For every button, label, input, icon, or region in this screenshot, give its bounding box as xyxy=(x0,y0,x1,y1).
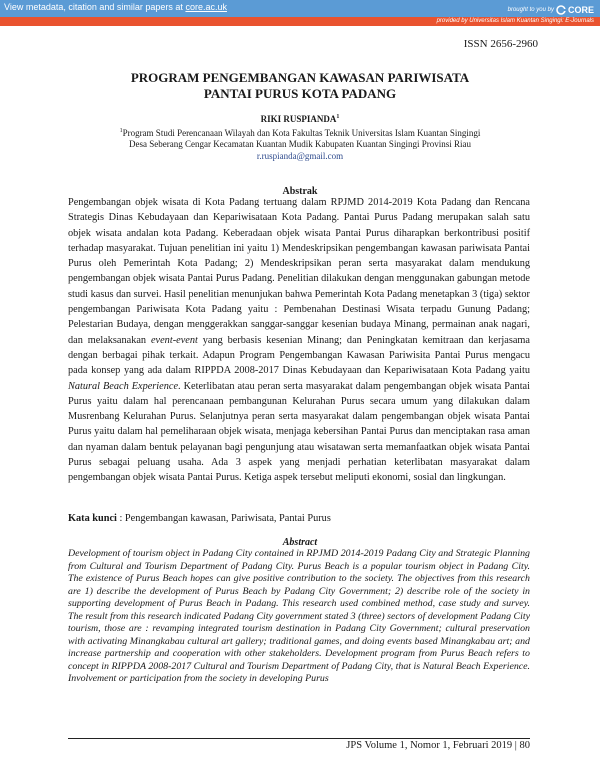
banner-prefix: View metadata, citation and similar papers at xyxy=(4,2,186,12)
abstract-body: Development of tourism object in Padang City contained in RPJMD 2014-2019 Padang City and Strategic Planning from Cultural and Tourism Department of Padang City. Purus Beach is a popular tourism object in Padang City. The existence of Purus Beach hopes can give positive contribution to the society. The objectives from this research are 1) describe the development of Purus Beach by Padang City Government; 2) describe role of the society in supporting development of Purus Beach in Padang. This research used combined method, case study and survey. The result from this research indicated Padang City government stated 3 (three) sectors of development Padang City tourism, those are : revamping integrated tourism destination in Padang City Government; cultural preservation with activating Minangkabau cultural art gallery; traditional games, and doing events based Minangkabau art; and increase partnership and cooperation with other stakeholders. Development program from Purus Beach refers to concept in RIPPDA 2008-2017 Cultural and Tourism Department of Padang City, that is Natural Beach Experience. Involvement or participation from the society in developing Purus xyxy=(68,548,530,684)
abstrak-italic-a: event-event xyxy=(150,334,198,346)
issn: ISSN 2656-2960 xyxy=(463,38,538,50)
author-name: RIKI RUSPIANDA xyxy=(260,114,337,124)
abstrak-text-b: yang berbasis kesenian Minang; dan Peningkatan kemitraan dan kerjasama dengan berbagai pihak terkait. Adapun Program Pengembangan Kawasan Pariwisita Pantai Purus mengacu pada konsep yang ada dalam RIPPDA 2008-2017 Dinas Kebudayaan dan Kepariwisataan Kota Padang yaitu xyxy=(68,334,530,377)
abstrak-text-a: Pengembangan objek wisata di Kota Padang tertuang dalam RPJMD 2014-2019 Kota Padang dan Rencana Strategis Dinas Kebudayaan dan Kepariwisataan Kota Padang. Pantai Purus Padang merupakan salah satu objek wisata andalan kota Padang. Keberadaan objek wisata Pantai Purus diharapkan berkontribusi positif terhadap masyarakat. Tujuan penelitian ini yaitu 1) Mendeskripsikan pengembangan kawasan pariwisata Pantai Purus oleh Pemerintah Kota Padang; 2) Mendeskripsikan peran serta masyarakat dalam mendukung pengembangan objek wisata Pantai Purus Padang. Penelitian dilakukan dengan menggunakan gabungan metode studi kasus dan survei. Hasil penelitian menunjukan bahwa Pemerintah Kota Padang menetapkan 3 (tiga) sektor pengembangan Pariwisata Kota Padang yaitu : Pembenahan Destinasi Wisata terpadu Gunung Padang; Pelestarian Budaya, dengan menggerakkan sanggar-sanggar kesenian budaya Minang, permainan anak nagari, dan melaksanakan xyxy=(68,197,530,346)
paper-title-line1: PROGRAM PENGEMBANGAN KAWASAN PARIWISATA xyxy=(130,70,470,85)
provider-banner xyxy=(0,17,600,26)
footer-rule xyxy=(68,738,530,739)
abstrak-text-c: . Keterlibatan atau peran serta masyarakat dalam pengembangan objek wisata Pantai Purus yaitu dalam hal perencanaan pembangunan Kelurahan Purus secara umum yang dilakukan dalam Musrenbang Kelurahan Purus. Selanjutnya peran serta masyarakat dalam pengembangan objek wisata Pantai Purus yaitu dalam hal pemeliharaan objek wisata, menjaga kebersihan Pantai Purus dan menciptakan rasa aman dan nyaman dalam bentuk pelayanan bagi pengunjung atau wisatawan serta memanfaatkan objek wisata Pantai Purus sebagai peluang usaha. Ada 3 aspek yang menjadi perhatian keterlibatan masyarakat dalam pengembangan objek wisata Pantai Purus. Ketiga aspek tersebut meliputi ekonomi, sosial dan lingkungan. xyxy=(68,380,530,484)
brought-by-text: brought to you by xyxy=(507,7,554,13)
author xyxy=(0,114,600,124)
abstrak-heading: Abstrak xyxy=(282,186,318,197)
affiliation-line2: Desa Seberang Cengar Kecamatan Kuantan Mudik Kabupaten Kuantan Singingi Provinsi Riau xyxy=(129,139,471,149)
abstract-heading: Abstract xyxy=(282,537,318,548)
author-sup: 1 xyxy=(336,114,340,120)
provided-by-text[interactable]: provided by Universitas Islam Kuantan Singingi: E-Journals xyxy=(436,18,594,24)
abstrak-body xyxy=(68,195,530,486)
core-brand[interactable] xyxy=(508,4,594,16)
keywords xyxy=(68,513,530,524)
paper-title-line2: PANTAI PURUS KOTA PADANG xyxy=(203,86,397,101)
author-email[interactable]: r.ruspianda@gmail.com xyxy=(256,151,344,161)
affiliation-text-1: Program Studi Perencanaan Wilayah dan Kota Fakultas Teknik Universitas Islam Kuantan Singingi xyxy=(122,128,481,138)
affiliation-sup: 1 xyxy=(119,128,123,134)
banner-metadata-text xyxy=(4,2,227,12)
core-link[interactable]: core.ac.uk xyxy=(185,2,227,12)
core-banner xyxy=(0,0,600,17)
core-logo-text: CORE xyxy=(567,5,594,15)
abstrak-italic-b: Natural Beach Experience xyxy=(68,380,179,392)
keywords-label: Kata kunci xyxy=(68,513,117,524)
affiliation-line1 xyxy=(0,126,600,139)
core-logo-icon xyxy=(556,5,566,15)
keywords-text: : Pengembangan kawasan, Pariwisata, Pantai Purus xyxy=(116,513,331,524)
page-footer: JPS Volume 1, Nomor 1, Februari 2019 | 80 xyxy=(346,740,530,751)
